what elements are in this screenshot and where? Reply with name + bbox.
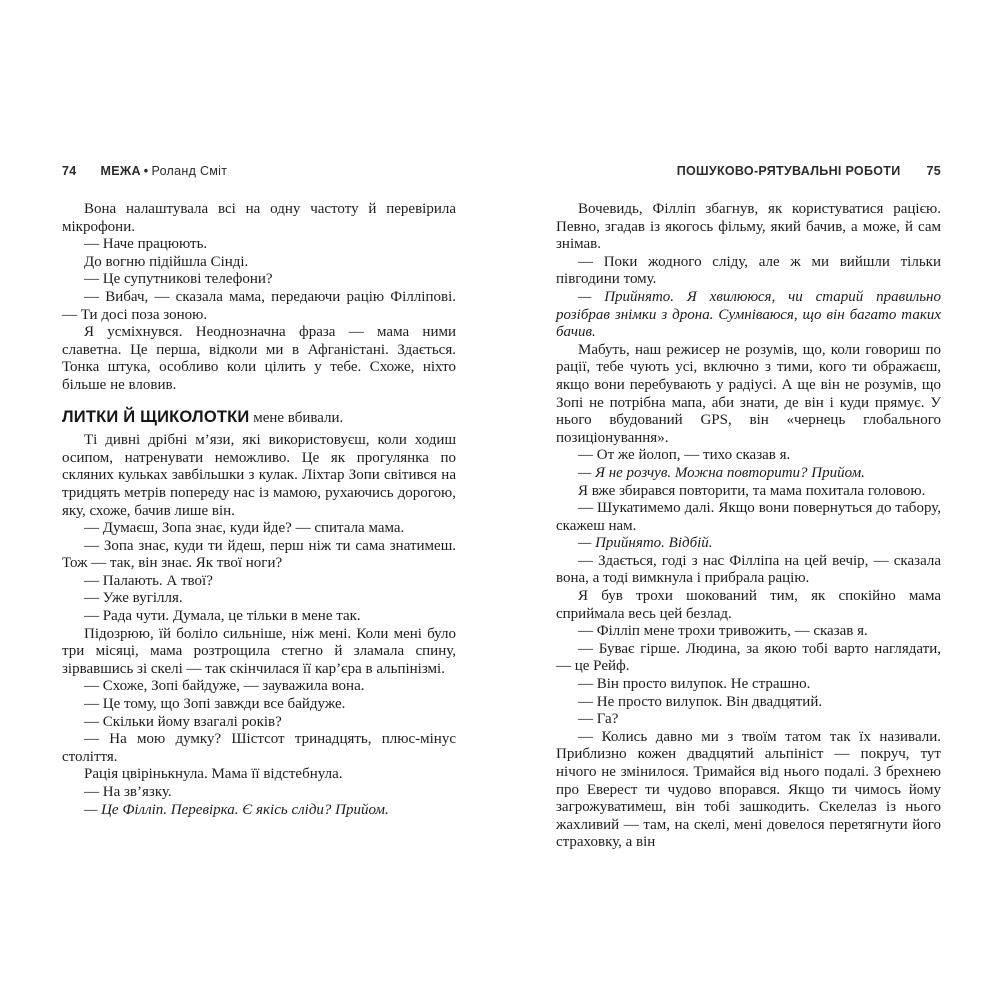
paragraph: — Це Філліп. Перевірка. Є якісь сліди? Прийом. bbox=[84, 801, 389, 818]
paragraph: — Вибач, — сказала мама, передаючи рацію Філліпові. — Ти досі поза зоною. bbox=[62, 288, 456, 323]
paragraph: Рація цвірінькнула. Мама її відстебнула. bbox=[84, 766, 343, 783]
paragraph: — Уже вугілля. bbox=[84, 590, 183, 607]
title-separator: • bbox=[143, 164, 149, 178]
paragraph: До вогню підійшла Сінді. bbox=[84, 253, 249, 270]
right-running-header bbox=[556, 164, 941, 180]
paragraph: — Зопа знає, куди ти йдеш, перш ніж ти сама знатимеш. Тож — так, він знає. Як твої ноги? bbox=[62, 537, 456, 572]
paragraph: — От же йолоп, — тихо сказав я. bbox=[578, 447, 791, 464]
paragraph: — Це тому, що Зопі завжди все байдуже. bbox=[84, 696, 346, 713]
paragraph: Я вже збирався повторити, та мама похитала головою. bbox=[578, 482, 926, 499]
paragraph: — Палають. А твої? bbox=[84, 572, 213, 589]
book-author: Роланд Сміт bbox=[151, 164, 228, 178]
paragraph: — Схоже, Зопі байдуже, — зауважила вона. bbox=[84, 678, 365, 695]
paragraph: Підозрюю, їй боліло сильніше, ніж мені. Коли мені було три місяці, мама розтрощила стегно й зламала спину, зірвавшись зі скелі — так скінчилася її кар’єра в альпінізмі. bbox=[62, 625, 456, 677]
section-heading-paragraph: ЛИТКИ Й ЩИКОЛОТКИ мене вбивали. bbox=[62, 407, 344, 426]
paragraph: Вона налаштувала всі на одну частоту й перевірила мікрофони. bbox=[62, 201, 456, 235]
paragraph: — Це супутникові телефони? bbox=[84, 271, 273, 288]
paragraph: Вочевидь, Філліп збагнув, як користуватися рацією. Певно, згадав із якогось фільму, який бачив, а може, й сам знімав. bbox=[556, 201, 941, 253]
paragraph: Ті дивні дрібні м’язи, які використовуєш, коли ходиш осипом, натренувати неможливо. Це як прогулянка по скляних кульках завбільшки з кулак. Ліхтар Зопи світився на тридцять метрів попереду нас із мамою, рухаючись дорогою, яку, схоже, бачив лише він. bbox=[62, 432, 456, 519]
left-running-header bbox=[62, 164, 456, 180]
left-page-text bbox=[62, 201, 456, 819]
paragraph: — Думаєш, Зопа знає, куди йде? — спитала мама. bbox=[84, 520, 405, 537]
paragraph: — Прийнято. Відбій. bbox=[578, 535, 713, 552]
paragraph: — Прийнято. Я хвилююся, чи старий правильно розібрав знімки з дрона. Сумніваюся, що він багато таких бачив. bbox=[556, 288, 941, 341]
right-page-text bbox=[556, 201, 941, 852]
paragraph: — Поки жодного сліду, але ж ми вийшли тільки півгодини тому. bbox=[556, 253, 941, 288]
paragraph: — Колись давно ми з твоїм татом так їх називали. Приблизно кожен двадцятий альпініст — покруч, тут нічого не змінилося. Тримайся від нього подалі. З брехнею про Еверест ти чудово впорався. Якщо ти чимось йому загрожуватимеш, він тобі зашкодить. Скелелаз із нього жахливий — там, на скелі, мені довелося перетягнути його страховку, а він bbox=[556, 728, 941, 851]
left-running-title bbox=[101, 164, 228, 178]
paragraph: — Філліп мене трохи тривожить, — сказав я. bbox=[578, 623, 868, 640]
left-page bbox=[62, 164, 456, 819]
left-page-number: 74 bbox=[62, 164, 77, 178]
paragraph: — Буває гірше. Людина, за якою тобі варто наглядати, — це Рейф. bbox=[556, 640, 941, 675]
paragraph: — Я не розчув. Можна повторити? Прийом. bbox=[578, 464, 865, 481]
paragraph: — Здається, годі з нас Філліпа на цей вечір, — сказала вона, а тоді вимкнула і прибрала рацію. bbox=[556, 552, 941, 587]
book-title: МЕЖА bbox=[100, 164, 141, 178]
paragraph: Я усміхнувся. Неоднозначна фраза — мама ними славетна. Це перша, відколи ми в Афганістані. Здається. Тонка штука, особливо коли цілить у тебе. Схоже, ніхто більше не вловив. bbox=[62, 324, 456, 393]
paragraph: Я був трохи шокований тим, як спокійно мама сприймала весь цей безлад. bbox=[556, 588, 941, 622]
paragraph: Мабуть, наш режисер не розумів, що, коли говориш по рації, тебе чують усі, включно з тими, кого ти ображаєш, якщо вони перебувають у радіусі. А ще він не розумів, що Зопі не потрібна мапа, аби знати, де він і куди прямує. У нього вбудований GPS, він «чернець глобального позиціонування». bbox=[556, 341, 941, 446]
right-page-number: 75 bbox=[926, 164, 941, 178]
paragraph: — Він просто вилупок. Не страшно. bbox=[578, 676, 811, 693]
paragraph: — Шукатимемо далі. Якщо вони повернуться до табору, скажеш нам. bbox=[556, 500, 941, 534]
paragraph: — Рада чути. Думала, це тільки в мене так. bbox=[84, 608, 361, 625]
right-page bbox=[556, 164, 941, 852]
paragraph: — На зв’язку. bbox=[84, 784, 172, 800]
section-heading: ЛИТКИ Й ЩИКОЛОТКИ bbox=[62, 407, 250, 426]
paragraph: — Не просто вилупок. Він двадцятий. bbox=[578, 693, 823, 710]
paragraph: — Наче працюють. bbox=[84, 236, 208, 253]
chapter-running-title: ПОШУКОВО-РЯТУВАЛЬНІ РОБОТИ bbox=[676, 164, 901, 178]
paragraph: — На мою думку? Шістсот тринадцять, плюс-мінус століття. bbox=[62, 731, 456, 765]
paragraph: — Га? bbox=[578, 711, 619, 728]
paragraph: — Скільки йому взагалі років? bbox=[84, 713, 282, 730]
